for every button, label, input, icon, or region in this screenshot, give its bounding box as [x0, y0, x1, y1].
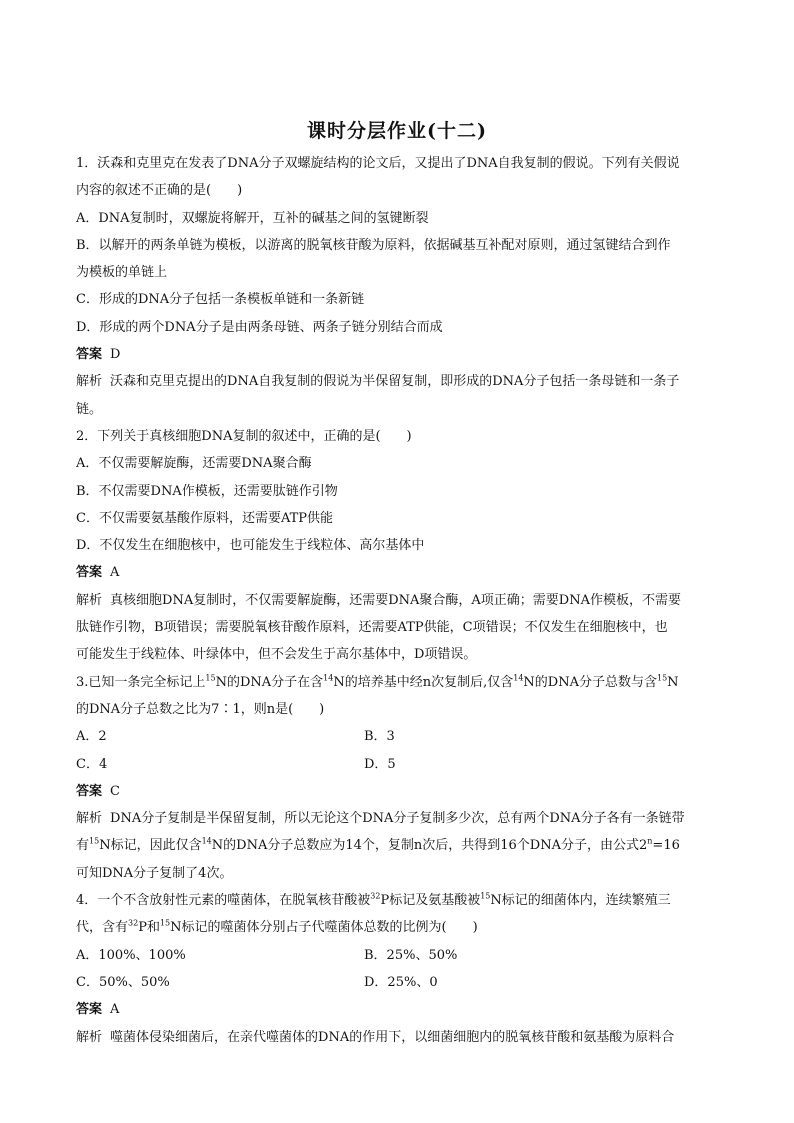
q4-option-a: A．100%、100% — [76, 947, 186, 963]
q4-stem-text: P和 — [138, 920, 160, 936]
superscript: 15 — [205, 673, 216, 683]
q1-stem-line1: 1．沃森和克里克在发表了DNA分子双螺旋结构的论文后，又提出了DNA自我复制的假说。下列有关假说 — [76, 156, 680, 171]
q3-stem-text: 3.已知一条完全标记上 — [76, 674, 206, 690]
q4-options-row2 — [76, 969, 720, 996]
q2-stem: 2．下列关于真核细胞DNA复制的叙述中，正确的是( ) — [76, 428, 412, 444]
answer-value: A — [110, 1002, 120, 1018]
q3-option-c: C．4 — [76, 756, 108, 772]
q2-option-d: D．不仅发生在细胞核中，也可能发生于线粒体、高尔基体中 — [76, 538, 425, 554]
analysis-text: 真核细胞DNA复制时，不仅需要解旋酶，还需要DNA聚合酶，A项正确；需要DNA作模板，不需要 — [110, 592, 681, 608]
answer-label: 答案 — [76, 1002, 103, 1018]
superscript: 14 — [323, 673, 334, 683]
q2-analysis-line3: 可能发生于线粒体、叶绿体中，但不会发生于高尔基体中，D项错误。 — [76, 647, 477, 663]
analysis-text: N标记，因此仅含 — [99, 838, 202, 854]
q4-stem-text: 代，含有 — [76, 920, 129, 936]
q3-analysis-line2 — [76, 832, 720, 859]
q2-analysis-line1 — [76, 587, 720, 614]
q1-stem-line2: 内容的叙述不正确的是( ) — [76, 183, 243, 199]
q2-option-b: B．不仅需要DNA作模板，还需要肽链作引物 — [76, 483, 338, 499]
q2-answer — [76, 559, 720, 586]
q4-stem-text: 4．一个不含放射性元素的噬菌体，在脱氧核苷酸被 — [76, 893, 371, 909]
q4-option-b: B．25%、50% — [364, 947, 458, 963]
q2-option-a: A．不仅需要解旋酶，还需要DNA聚合酶 — [76, 456, 312, 472]
analysis-label: 解析 — [76, 592, 103, 608]
q4-option-c: C．50%、50% — [76, 974, 170, 990]
page-title: 课时分层作业(十二) — [307, 120, 487, 142]
superscript: 15 — [159, 918, 171, 928]
q3-stem-text: N的DNA分子在含 — [215, 674, 324, 690]
q1-analysis-line2: 链。 — [76, 401, 103, 417]
superscript: 15 — [89, 837, 100, 847]
superscript: 32 — [128, 918, 139, 928]
q1-option-c: C．形成的DNA分子包括一条模板单链和一条新链 — [76, 292, 365, 308]
q4-answer — [76, 996, 720, 1023]
answer-value: C — [110, 783, 120, 799]
q3-option-a: A．2 — [76, 729, 107, 745]
question-list — [76, 150, 720, 1051]
analysis-text: 有 — [76, 838, 90, 854]
q3-option-b: B．3 — [364, 729, 395, 745]
q1-option-b-line1: B．以解开的两条单链为模板，以游离的脱氧核苷酸为原料，依据碱基互补配对原则，通过氢键结合到作 — [76, 237, 671, 253]
q2-option-c: C．不仅需要氨基酸作原料，还需要ATP供能 — [76, 510, 334, 526]
superscript: n — [647, 837, 653, 847]
q4-stem-line2 — [76, 914, 720, 941]
analysis-label: 解析 — [76, 811, 103, 827]
answer-label: 答案 — [76, 565, 103, 581]
q1-option-d: D．形成的两个DNA分子是由两条母链、两条子链分别结合而成 — [76, 319, 443, 335]
answer-value: D — [110, 347, 121, 363]
answer-value: A — [110, 565, 120, 581]
q3-options-row1 — [76, 723, 720, 750]
analysis-label: 解析 — [76, 1029, 103, 1045]
q3-answer — [76, 778, 720, 805]
q3-stem-text: N的DNA分子总数与含 — [523, 674, 657, 690]
superscript: 15 — [656, 673, 668, 683]
q4-stem-text: N标记的噬菌体分别占子代噬菌体总数的比例为( ) — [170, 920, 478, 936]
q4-analysis-line1 — [76, 1024, 720, 1051]
q3-analysis-line3: 可知DNA分子复制了4次。 — [76, 865, 233, 881]
answer-label: 答案 — [76, 783, 103, 799]
q1-option-a: A．DNA复制时，双螺旋将解开，互补的碱基之间的氢键断裂 — [76, 210, 429, 226]
analysis-text: 沃森和克里克提出的DNA自我复制的假说为半保留复制，即形成的DNA分子包括一条母链和一条子 — [110, 374, 680, 390]
q1-option-b-line2: 为模板的单链上 — [76, 265, 168, 281]
q4-stem-text: P标记及氨基酸被 — [380, 893, 481, 909]
q3-stem-line2: 的DNA分子总数之比为7∶1，则n是( ) — [76, 701, 325, 717]
q3-stem-text: N的培养基中经n次复制后,仅含 — [333, 674, 514, 690]
q3-options-row2 — [76, 751, 720, 778]
q2-analysis-line2: 肽链作引物，B项错误；需要脱氧核苷酸作原料，还需要ATP供能，C项错误；不仅发生在细胞核中，也 — [76, 620, 668, 636]
analysis-label: 解析 — [76, 374, 103, 390]
q3-option-d: D．5 — [364, 756, 396, 772]
q4-options-row1 — [76, 942, 720, 969]
q4-stem-text: N标记的细菌体内，连续繁殖三 — [490, 893, 671, 909]
analysis-text: 噬菌体侵染细菌后，在亲代噬菌体的DNA的作用下，以细菌细胞内的脱氧核苷酸和氨基酸为原料合 — [110, 1029, 675, 1045]
analysis-text: N的DNA分子总数应为14个，复制n次后，共得到16个DNA分子，由公式2 — [211, 838, 648, 854]
q3-stem-text: N — [667, 674, 679, 690]
q3-stem-line1 — [76, 669, 720, 696]
q1-answer — [76, 341, 720, 368]
analysis-text: DNA分子复制是半保留复制，所以无论这个DNA分子复制多少次，总有两个DNA分子各有一条链带 — [110, 811, 685, 827]
analysis-text: =16 — [652, 838, 680, 854]
q4-stem-line1 — [76, 887, 720, 914]
superscript: 14 — [201, 837, 212, 847]
superscript: 15 — [480, 891, 491, 901]
superscript: 14 — [513, 673, 524, 683]
q1-analysis-line1 — [76, 368, 720, 395]
q4-option-d: D．25%、0 — [364, 974, 438, 990]
superscript: 32 — [370, 891, 381, 901]
answer-label: 答案 — [76, 347, 103, 363]
q3-analysis-line1 — [76, 805, 720, 832]
